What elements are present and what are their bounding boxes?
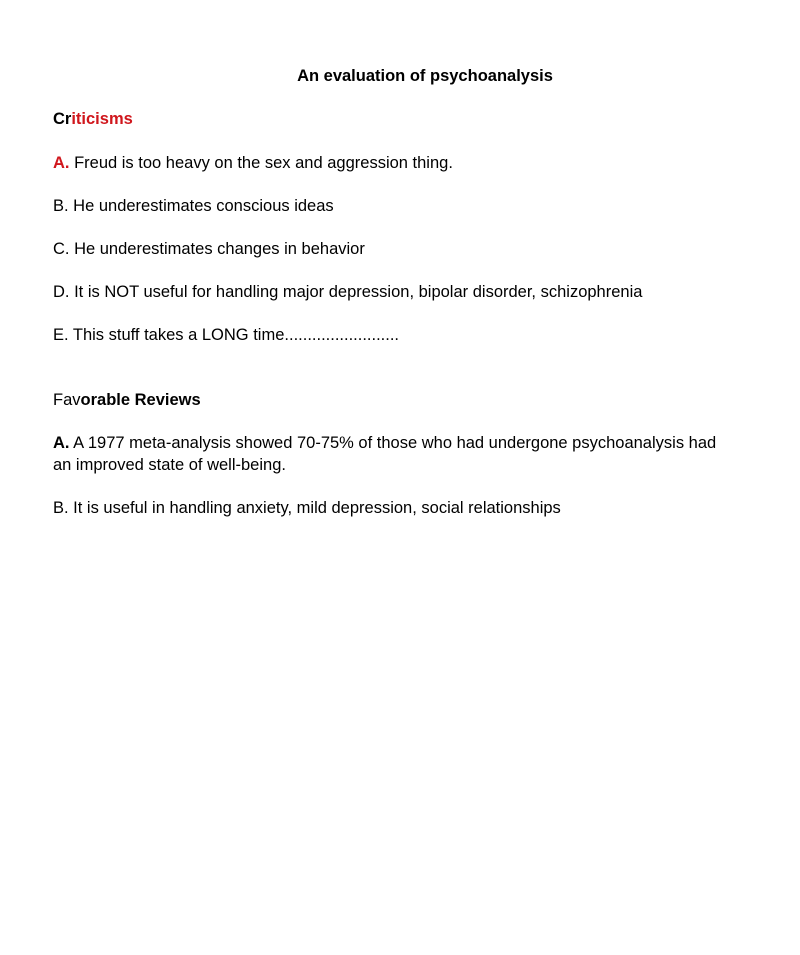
item-text: It is NOT useful for handling major depression, bipolar disorder, schizophrenia <box>69 283 643 301</box>
favorable-item-a <box>53 434 716 453</box>
favorable-item-a-continued: an improved state of well-being. <box>53 456 286 474</box>
favorable-heading-part1: Fav <box>53 391 81 409</box>
item-marker: B. <box>53 197 69 215</box>
favorable-heading <box>53 391 201 410</box>
criticism-item-b <box>53 197 334 216</box>
criticisms-heading-part2: iticisms <box>71 110 133 128</box>
favorable-item-b <box>53 499 561 518</box>
item-text: He underestimates conscious ideas <box>68 197 334 215</box>
item-marker: A. <box>53 154 70 172</box>
item-text: This stuff takes a LONG time......................... <box>68 326 400 344</box>
item-text: He underestimates changes in behavior <box>69 240 365 258</box>
item-marker: E. <box>53 326 69 344</box>
document-title: An evaluation of psychoanalysis <box>297 67 553 85</box>
criticism-item-e <box>53 326 399 345</box>
favorable-heading-part2: orable Reviews <box>80 391 201 409</box>
criticism-item-a <box>53 154 453 173</box>
criticisms-heading <box>53 110 133 129</box>
item-text: Freud is too heavy on the sex and aggression thing. <box>69 154 453 172</box>
criticism-item-c <box>53 240 365 259</box>
criticisms-heading-part1: Cr <box>53 110 72 128</box>
item-text-line1: A 1977 meta-analysis showed 70-75% of those who had undergone psychoanalysis had <box>69 434 717 452</box>
item-marker: C. <box>53 240 70 258</box>
criticism-item-d <box>53 283 642 302</box>
item-text: It is useful in handling anxiety, mild depression, social relationships <box>68 499 561 517</box>
item-marker: B. <box>53 499 69 517</box>
item-marker: D. <box>53 283 70 301</box>
item-marker: A. <box>53 434 70 452</box>
